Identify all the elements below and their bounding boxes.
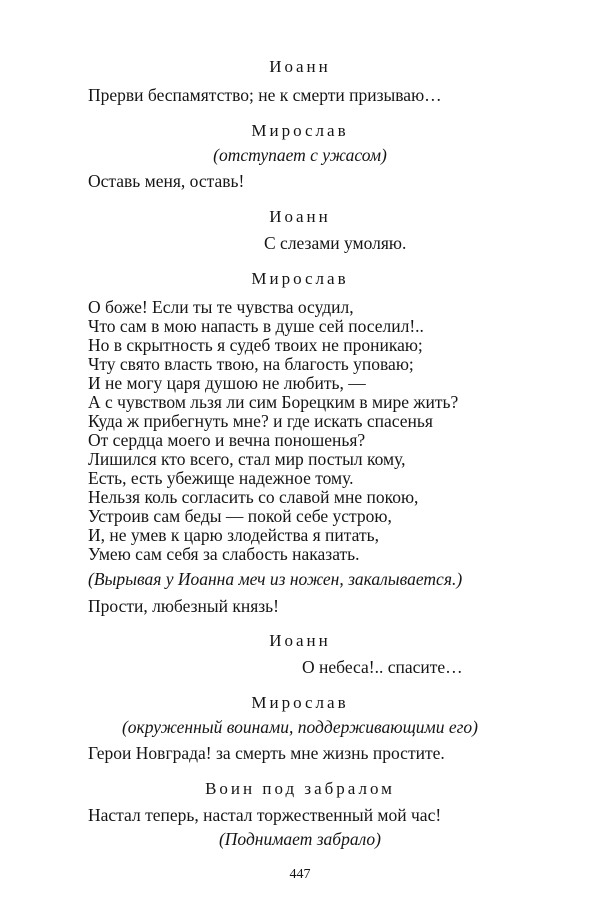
speaker-name: Воин под забралом: [205, 779, 395, 798]
speaker-name: Мирослав: [251, 269, 349, 288]
verse-line: Есть, есть убежище надежное тому.: [88, 468, 354, 488]
verse-line: От сердца моего и вечна поношенья?: [88, 430, 366, 450]
speaker-name: Мирослав: [251, 121, 349, 140]
verse-line: С слезами умоляю.: [264, 233, 407, 253]
speaker-name: Мирослав: [251, 693, 349, 712]
page-number: 447: [289, 867, 311, 882]
speaker-name: Иоанн: [269, 207, 331, 226]
verse-line: О боже! Если ты те чувства осудил,: [88, 297, 354, 317]
verse-line: Куда ж прибегнуть мне? и где искать спасенья: [88, 411, 433, 431]
stage-direction: (окруженный воинами, поддерживающими его): [121, 717, 479, 737]
verse-line: Нельзя коль согласить со славой мне покою,: [88, 487, 419, 507]
verse-line: Герои Новграда! за смерть мне жизнь простите.: [88, 743, 445, 763]
verse-line: Оставь меня, оставь!: [88, 171, 245, 191]
verse-line: О небеса!.. спасите…: [302, 657, 463, 677]
verse-line: Чту свято власть твою, на благость уповаю;: [88, 354, 414, 374]
speaker-name: Иоанн: [269, 631, 331, 650]
speaker-name: Иоанн: [269, 57, 331, 76]
verse-line: А с чувством льзя ли сим Борецким в мире жить?: [88, 392, 459, 412]
verse-line: Прерви беспамятство; не к смерти призываю…: [88, 85, 442, 105]
verse-line: Прости, любезный князь!: [88, 596, 279, 616]
verse-line: И, не умев к царю злодейства я питать,: [88, 525, 379, 545]
verse-line: Умею сам себя за слабость наказать.: [88, 544, 360, 564]
verse-line: Что сам в мою напасть в душе сей поселил!..: [88, 316, 424, 336]
stage-direction: (Вырывая у Иоанна меч из ножен, закалывается.): [88, 569, 463, 589]
verse-line: Но в скрытность я судеб твоих не проникаю;: [88, 335, 423, 355]
stage-direction: (отступает с ужасом): [213, 145, 387, 165]
verse-line: И не могу царя душою не любить, —: [88, 373, 366, 393]
stage-direction: (Поднимает забрало): [218, 829, 382, 849]
verse-line: Устроив сам беды — покой себе устрою,: [88, 506, 392, 526]
verse-line: Настал теперь, настал торжественный мой час!: [88, 805, 442, 825]
verse-line: Лишился кто всего, стал мир постыл кому,: [88, 449, 406, 469]
